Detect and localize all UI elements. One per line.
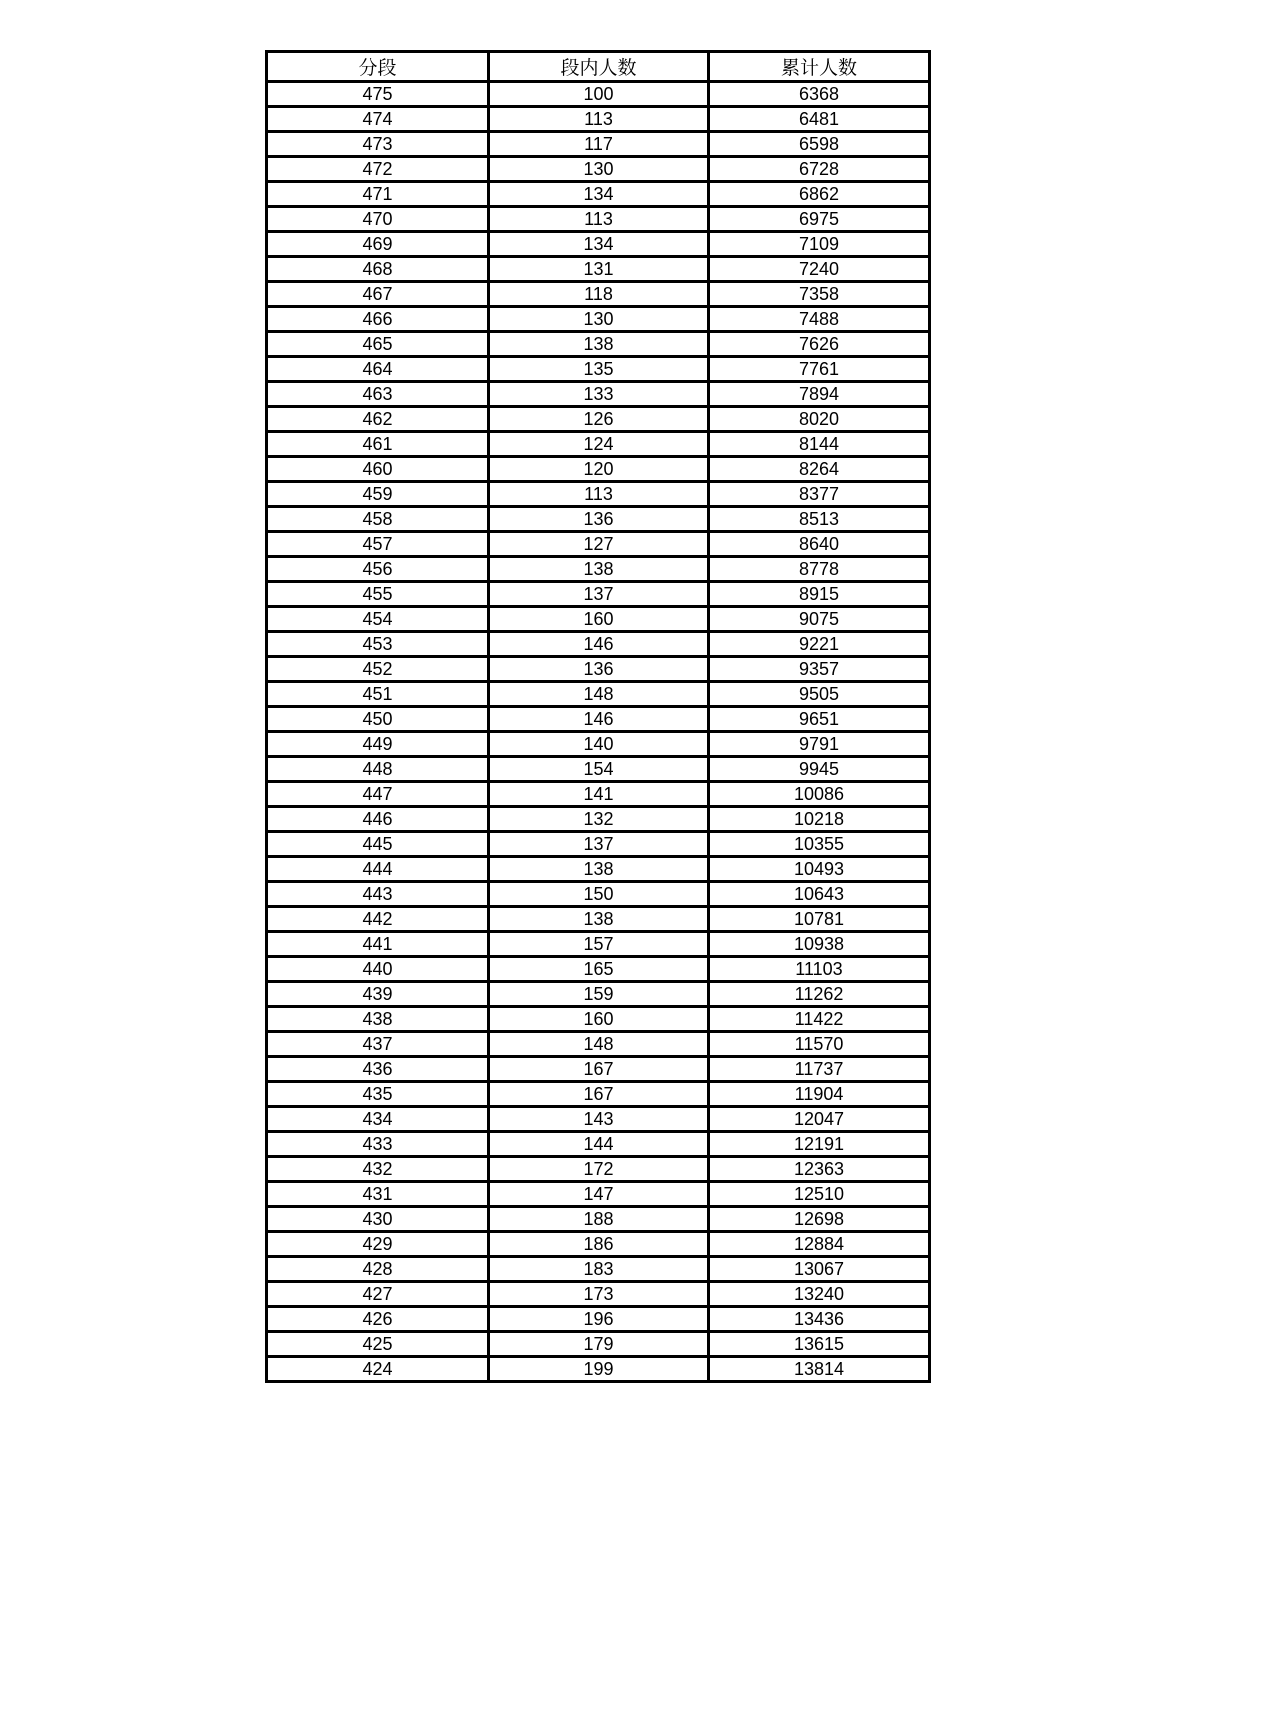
in-segment-count-cell: 188 (489, 1207, 709, 1232)
table-row (267, 382, 930, 407)
cumulative-count-cell: 12047 (709, 1107, 930, 1132)
in-segment-count-cell: 140 (489, 732, 709, 757)
segment-cell: 427 (267, 1282, 489, 1307)
table-row (267, 682, 930, 707)
in-segment-count-cell: 118 (489, 282, 709, 307)
cumulative-count-cell: 9221 (709, 632, 930, 657)
in-segment-count-cell: 120 (489, 457, 709, 482)
table-row (267, 282, 930, 307)
cumulative-count-cell: 11570 (709, 1032, 930, 1057)
segment-cell: 472 (267, 157, 489, 182)
cumulative-count-cell: 8264 (709, 457, 930, 482)
table-row (267, 1032, 930, 1057)
segment-cell: 434 (267, 1107, 489, 1132)
cumulative-count-cell: 13814 (709, 1357, 930, 1382)
cumulative-count-cell: 10218 (709, 807, 930, 832)
segment-cell: 437 (267, 1032, 489, 1057)
cumulative-count-cell: 8778 (709, 557, 930, 582)
segment-cell: 453 (267, 632, 489, 657)
table-row (267, 782, 930, 807)
segment-cell: 429 (267, 1232, 489, 1257)
cumulative-count-cell: 8513 (709, 507, 930, 532)
in-segment-count-cell: 136 (489, 657, 709, 682)
segment-cell: 468 (267, 257, 489, 282)
segment-cell: 451 (267, 682, 489, 707)
cumulative-count-cell: 10086 (709, 782, 930, 807)
in-segment-count-cell: 132 (489, 807, 709, 832)
in-segment-count-cell: 146 (489, 707, 709, 732)
cumulative-count-cell: 13240 (709, 1282, 930, 1307)
in-segment-count-cell: 124 (489, 432, 709, 457)
cumulative-count-cell: 13436 (709, 1307, 930, 1332)
cumulative-count-cell: 10938 (709, 932, 930, 957)
in-segment-count-cell: 137 (489, 582, 709, 607)
segment-cell: 457 (267, 532, 489, 557)
cumulative-count-cell: 7109 (709, 232, 930, 257)
cumulative-count-cell: 7761 (709, 357, 930, 382)
segment-cell: 431 (267, 1182, 489, 1207)
in-segment-count-cell: 138 (489, 332, 709, 357)
table-row (267, 907, 930, 932)
segment-cell: 452 (267, 657, 489, 682)
table-row (267, 1007, 930, 1032)
cumulative-count-cell: 8640 (709, 532, 930, 557)
cumulative-count-cell: 10643 (709, 882, 930, 907)
table-row (267, 107, 930, 132)
in-segment-count-cell: 160 (489, 607, 709, 632)
segment-cell: 435 (267, 1082, 489, 1107)
in-segment-count-cell: 159 (489, 982, 709, 1007)
score-distribution-table (265, 50, 931, 1383)
cumulative-count-cell: 8377 (709, 482, 930, 507)
cumulative-count-cell: 12191 (709, 1132, 930, 1157)
cumulative-count-cell: 9651 (709, 707, 930, 732)
in-segment-count-cell: 172 (489, 1157, 709, 1182)
in-segment-count-cell: 173 (489, 1282, 709, 1307)
table-row (267, 882, 930, 907)
header-cumulative-count: 累计人数 (709, 52, 930, 82)
in-segment-count-cell: 148 (489, 682, 709, 707)
in-segment-count-cell: 154 (489, 757, 709, 782)
segment-cell: 454 (267, 607, 489, 632)
cumulative-count-cell: 6368 (709, 82, 930, 107)
table-row (267, 1132, 930, 1157)
in-segment-count-cell: 150 (489, 882, 709, 907)
in-segment-count-cell: 113 (489, 482, 709, 507)
in-segment-count-cell: 130 (489, 307, 709, 332)
cumulative-count-cell: 6862 (709, 182, 930, 207)
table-row (267, 482, 930, 507)
segment-cell: 425 (267, 1332, 489, 1357)
table-row (267, 582, 930, 607)
cumulative-count-cell: 7488 (709, 307, 930, 332)
segment-cell: 449 (267, 732, 489, 757)
table-row (267, 1082, 930, 1107)
in-segment-count-cell: 113 (489, 107, 709, 132)
segment-cell: 442 (267, 907, 489, 932)
table-row (267, 932, 930, 957)
segment-cell: 444 (267, 857, 489, 882)
segment-cell: 439 (267, 982, 489, 1007)
table-row (267, 807, 930, 832)
cumulative-count-cell: 8144 (709, 432, 930, 457)
in-segment-count-cell: 199 (489, 1357, 709, 1382)
cumulative-count-cell: 12698 (709, 1207, 930, 1232)
in-segment-count-cell: 148 (489, 1032, 709, 1057)
table-row (267, 1057, 930, 1082)
segment-cell: 466 (267, 307, 489, 332)
cumulative-count-cell: 11737 (709, 1057, 930, 1082)
segment-cell: 448 (267, 757, 489, 782)
segment-cell: 440 (267, 957, 489, 982)
in-segment-count-cell: 100 (489, 82, 709, 107)
cumulative-count-cell: 9945 (709, 757, 930, 782)
table-body (267, 82, 930, 1382)
cumulative-count-cell: 9791 (709, 732, 930, 757)
segment-cell: 465 (267, 332, 489, 357)
in-segment-count-cell: 141 (489, 782, 709, 807)
table-row (267, 757, 930, 782)
in-segment-count-cell: 196 (489, 1307, 709, 1332)
segment-cell: 441 (267, 932, 489, 957)
table-row (267, 1207, 930, 1232)
segment-cell: 432 (267, 1157, 489, 1182)
table-row (267, 157, 930, 182)
segment-cell: 455 (267, 582, 489, 607)
table-row (267, 1282, 930, 1307)
table-row (267, 407, 930, 432)
cumulative-count-cell: 8915 (709, 582, 930, 607)
table-row (267, 257, 930, 282)
in-segment-count-cell: 127 (489, 532, 709, 557)
segment-cell: 447 (267, 782, 489, 807)
table-row (267, 707, 930, 732)
segment-cell: 467 (267, 282, 489, 307)
in-segment-count-cell: 138 (489, 857, 709, 882)
segment-cell: 460 (267, 457, 489, 482)
in-segment-count-cell: 183 (489, 1257, 709, 1282)
in-segment-count-cell: 165 (489, 957, 709, 982)
header-in-segment-count: 段内人数 (489, 52, 709, 82)
segment-cell: 433 (267, 1132, 489, 1157)
table-row (267, 1182, 930, 1207)
in-segment-count-cell: 134 (489, 182, 709, 207)
segment-cell: 474 (267, 107, 489, 132)
cumulative-count-cell: 6598 (709, 132, 930, 157)
table-row (267, 732, 930, 757)
segment-cell: 426 (267, 1307, 489, 1332)
in-segment-count-cell: 146 (489, 632, 709, 657)
cumulative-count-cell: 8020 (709, 407, 930, 432)
table-row (267, 1307, 930, 1332)
cumulative-count-cell: 7240 (709, 257, 930, 282)
in-segment-count-cell: 130 (489, 157, 709, 182)
table-row (267, 957, 930, 982)
cumulative-count-cell: 9357 (709, 657, 930, 682)
segment-cell: 475 (267, 82, 489, 107)
segment-cell: 463 (267, 382, 489, 407)
segment-cell: 443 (267, 882, 489, 907)
table-row (267, 182, 930, 207)
segment-cell: 469 (267, 232, 489, 257)
table-row (267, 507, 930, 532)
in-segment-count-cell: 137 (489, 832, 709, 857)
cumulative-count-cell: 9505 (709, 682, 930, 707)
cumulative-count-cell: 9075 (709, 607, 930, 632)
segment-cell: 450 (267, 707, 489, 732)
in-segment-count-cell: 117 (489, 132, 709, 157)
segment-cell: 471 (267, 182, 489, 207)
in-segment-count-cell: 135 (489, 357, 709, 382)
in-segment-count-cell: 144 (489, 1132, 709, 1157)
segment-cell: 464 (267, 357, 489, 382)
cumulative-count-cell: 12510 (709, 1182, 930, 1207)
segment-cell: 445 (267, 832, 489, 857)
cumulative-count-cell: 6975 (709, 207, 930, 232)
segment-cell: 446 (267, 807, 489, 832)
table-row (267, 307, 930, 332)
cumulative-count-cell: 10781 (709, 907, 930, 932)
cumulative-count-cell: 11262 (709, 982, 930, 1007)
in-segment-count-cell: 131 (489, 257, 709, 282)
table-row (267, 632, 930, 657)
table-row (267, 607, 930, 632)
table-row (267, 357, 930, 382)
in-segment-count-cell: 113 (489, 207, 709, 232)
table-row (267, 457, 930, 482)
table-row (267, 1257, 930, 1282)
cumulative-count-cell: 6728 (709, 157, 930, 182)
table-row (267, 857, 930, 882)
table-row (267, 982, 930, 1007)
in-segment-count-cell: 126 (489, 407, 709, 432)
cumulative-count-cell: 6481 (709, 107, 930, 132)
table-row (267, 657, 930, 682)
segment-cell: 458 (267, 507, 489, 532)
table-header-row (267, 52, 930, 82)
in-segment-count-cell: 147 (489, 1182, 709, 1207)
table-row (267, 557, 930, 582)
table-row (267, 332, 930, 357)
table-row (267, 1332, 930, 1357)
in-segment-count-cell: 136 (489, 507, 709, 532)
segment-cell: 428 (267, 1257, 489, 1282)
cumulative-count-cell: 7894 (709, 382, 930, 407)
cumulative-count-cell: 10355 (709, 832, 930, 857)
in-segment-count-cell: 157 (489, 932, 709, 957)
in-segment-count-cell: 133 (489, 382, 709, 407)
in-segment-count-cell: 167 (489, 1082, 709, 1107)
segment-cell: 456 (267, 557, 489, 582)
cumulative-count-cell: 11103 (709, 957, 930, 982)
table-row (267, 432, 930, 457)
segment-cell: 424 (267, 1357, 489, 1382)
cumulative-count-cell: 13615 (709, 1332, 930, 1357)
table-row (267, 1357, 930, 1382)
in-segment-count-cell: 138 (489, 907, 709, 932)
segment-cell: 461 (267, 432, 489, 457)
table-row (267, 207, 930, 232)
table-row (267, 1232, 930, 1257)
segment-cell: 438 (267, 1007, 489, 1032)
segment-cell: 430 (267, 1207, 489, 1232)
in-segment-count-cell: 186 (489, 1232, 709, 1257)
table-row (267, 1157, 930, 1182)
cumulative-count-cell: 7626 (709, 332, 930, 357)
in-segment-count-cell: 160 (489, 1007, 709, 1032)
table-row (267, 532, 930, 557)
in-segment-count-cell: 179 (489, 1332, 709, 1357)
segment-cell: 470 (267, 207, 489, 232)
cumulative-count-cell: 12884 (709, 1232, 930, 1257)
segment-cell: 462 (267, 407, 489, 432)
table-row (267, 232, 930, 257)
table-row (267, 1107, 930, 1132)
cumulative-count-cell: 11904 (709, 1082, 930, 1107)
in-segment-count-cell: 167 (489, 1057, 709, 1082)
cumulative-count-cell: 10493 (709, 857, 930, 882)
table-row (267, 132, 930, 157)
cumulative-count-cell: 12363 (709, 1157, 930, 1182)
cumulative-count-cell: 13067 (709, 1257, 930, 1282)
table-row (267, 82, 930, 107)
segment-cell: 436 (267, 1057, 489, 1082)
in-segment-count-cell: 138 (489, 557, 709, 582)
cumulative-count-cell: 7358 (709, 282, 930, 307)
header-segment: 分段 (267, 52, 489, 82)
in-segment-count-cell: 134 (489, 232, 709, 257)
segment-cell: 473 (267, 132, 489, 157)
in-segment-count-cell: 143 (489, 1107, 709, 1132)
cumulative-count-cell: 11422 (709, 1007, 930, 1032)
table-row (267, 832, 930, 857)
segment-cell: 459 (267, 482, 489, 507)
